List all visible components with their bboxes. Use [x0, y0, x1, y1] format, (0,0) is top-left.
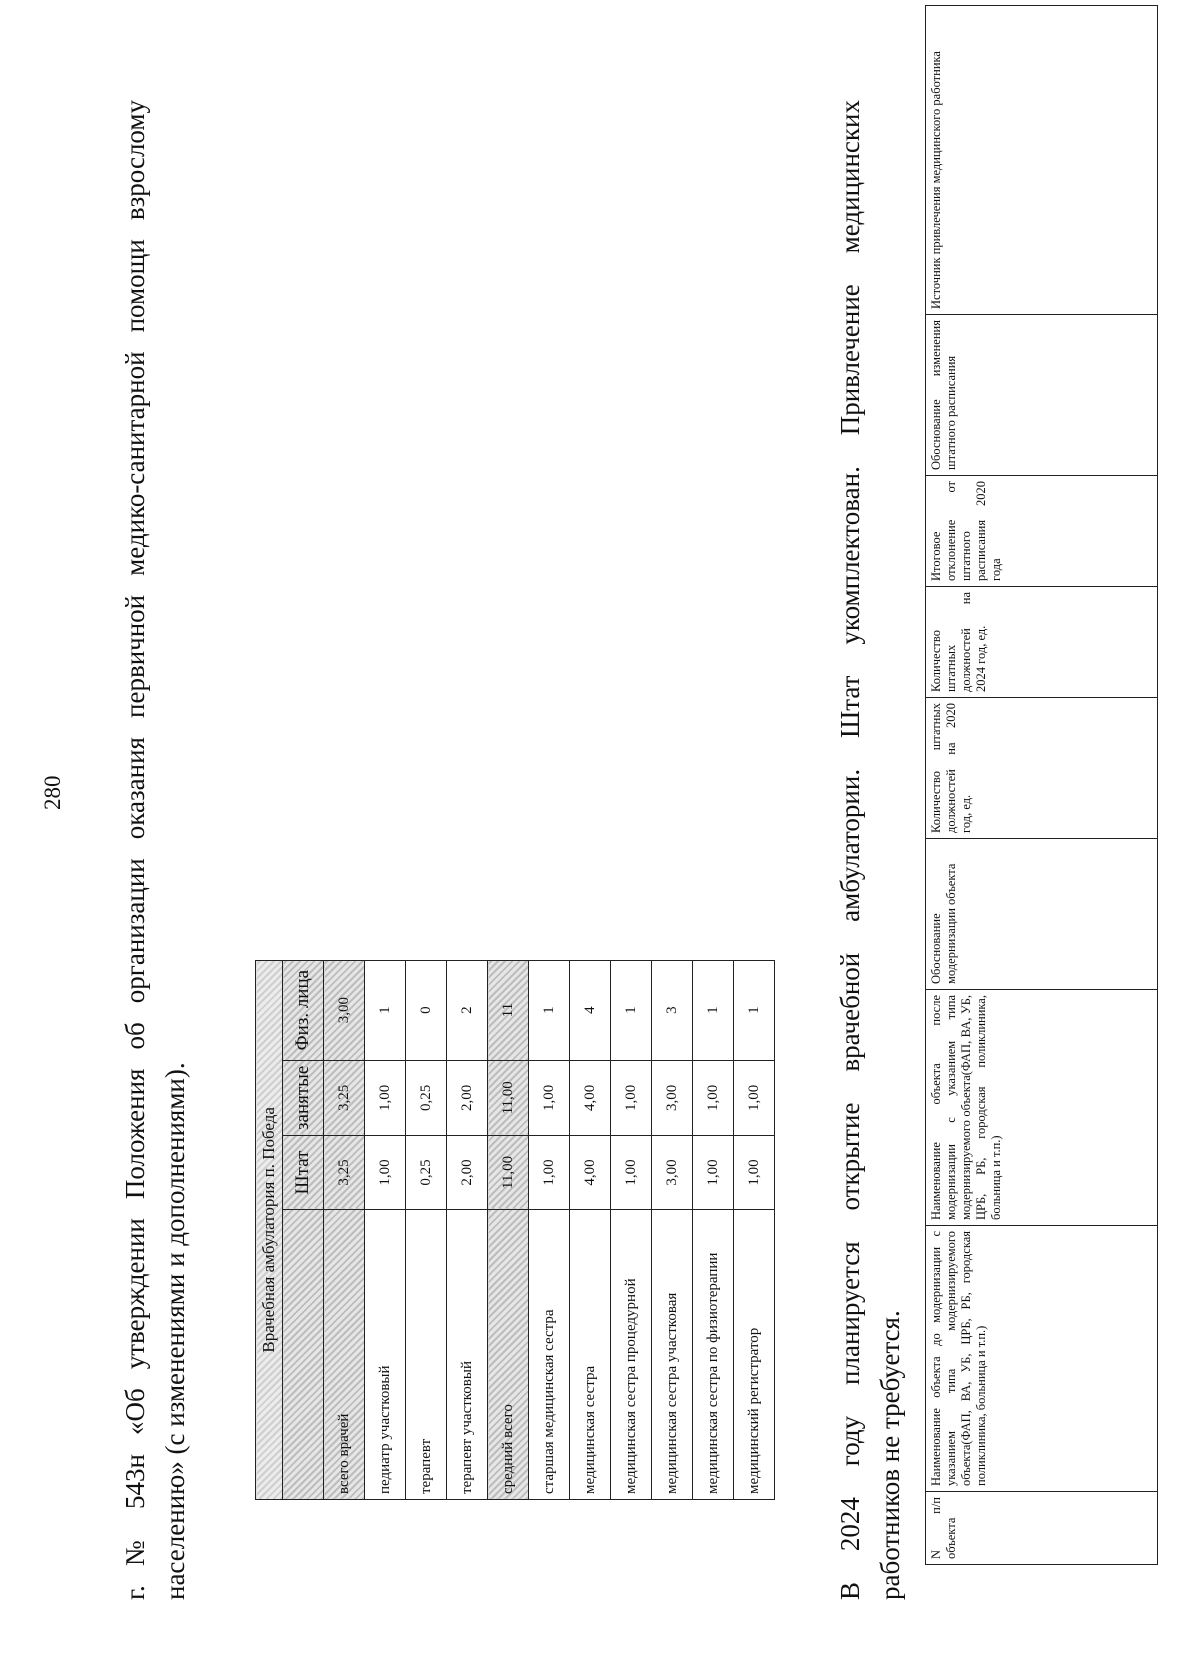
staff-cell-name: старшая медицинская сестра: [529, 1210, 570, 1500]
mod-header-cell: Итоговое отклонение от штатного расписания 2020 года: [926, 476, 1158, 587]
mod-header-cell: Обоснование изменения штатного расписания: [926, 315, 1158, 476]
staff-row: [570, 960, 611, 1499]
staff-cell-zanyatye: 1,00: [611, 1060, 652, 1135]
staff-cell-shtat: 11,00: [488, 1136, 529, 1210]
staff-table: [255, 960, 775, 1500]
staff-cell-fiz: 4: [570, 960, 611, 1060]
staff-row: [611, 960, 652, 1499]
staff-cell-zanyatye: 1,00: [529, 1060, 570, 1135]
staff-row: [488, 960, 529, 1499]
mod-header-cell: Источник привлечения медицинского работника: [926, 6, 1158, 315]
modernization-table: [925, 5, 1158, 1565]
staff-row: [324, 960, 365, 1499]
staff-cell-name: терапевт участковый: [447, 1210, 488, 1500]
staff-cell-zanyatye: 1,00: [693, 1060, 734, 1135]
staff-cell-name: средний всего: [488, 1210, 529, 1500]
mod-header-cell: Обоснование модернизации объекта: [926, 839, 1158, 990]
staff-cell-fiz: 1: [693, 960, 734, 1060]
staff-cell-name: медицинская сестра по физиотерапии: [693, 1210, 734, 1500]
staff-cell-name: всего врачей: [324, 1210, 365, 1500]
staff-cell-shtat: 1,00: [365, 1136, 406, 1210]
staff-cell-name: медицинская сестра участковая: [652, 1210, 693, 1500]
intro-line-2: населению» (с изменениями и дополнениями).: [160, 1062, 190, 1600]
staff-cell-fiz: 2: [447, 960, 488, 1060]
mod-header-cell: Количество штатных должностей на 2020 год, ед.: [926, 698, 1158, 839]
header-zanyatye: занятые: [283, 1060, 324, 1135]
staff-cell-fiz: 1: [734, 960, 775, 1060]
staff-cell-zanyatye: 3,00: [652, 1060, 693, 1135]
staff-cell-name: медицинская сестра: [570, 1210, 611, 1500]
header-fiz: Физ. лица: [283, 960, 324, 1060]
header-empty-cell: [283, 1210, 324, 1500]
mod-header-cell: Количество штатных должностей на 2024 год, ед.: [926, 587, 1158, 698]
staff-cell-fiz: 0: [406, 960, 447, 1060]
staff-row: [693, 960, 734, 1499]
staff-cell-shtat: 2,00: [447, 1136, 488, 1210]
staff-cell-zanyatye: 2,00: [447, 1060, 488, 1135]
staff-row: [734, 960, 775, 1499]
staff-cell-zanyatye: 4,00: [570, 1060, 611, 1135]
page-number: 280: [40, 775, 65, 810]
mod-header-cell: N п/п объекта: [926, 1492, 1158, 1565]
staff-cell-shtat: 3,25: [324, 1136, 365, 1210]
staff-row: [406, 960, 447, 1499]
intro-paragraph: [115, 100, 195, 1600]
staff-cell-zanyatye: 11,00: [488, 1060, 529, 1135]
staff-row: [365, 960, 406, 1499]
staff-cell-fiz: 1: [611, 960, 652, 1060]
staff-cell-shtat: 4,00: [570, 1136, 611, 1210]
staff-row: [529, 960, 570, 1499]
intro-line-1: г. № 543н «Об утверждении Положения об организации оказания первичной медико-санитарной помощи взрослому: [120, 100, 150, 1600]
staff-cell-zanyatye: 0,25: [406, 1060, 447, 1135]
modernization-header-row: [926, 6, 1158, 1565]
staff-cell-shtat: 1,00: [693, 1136, 734, 1210]
staff-cell-zanyatye: 3,25: [324, 1060, 365, 1135]
staff-table-body: [324, 960, 775, 1499]
staff-cell-shtat: 1,00: [529, 1136, 570, 1210]
staff-cell-shtat: 1,00: [611, 1136, 652, 1210]
staff-cell-fiz: 11: [488, 960, 529, 1060]
mod-header-cell: Наименование объекта после модернизации с указанием типа модернизируемого объекта(ФАП, ВА, УБ, ЦРБ, РБ, городская поликлиника, больница и т.п.): [926, 990, 1158, 1226]
header-shtat: Штат: [283, 1136, 324, 1210]
staff-cell-name: медицинский регистратор: [734, 1210, 775, 1500]
plan-paragraph: [830, 100, 910, 1600]
plan-line-1: В 2024 году планируется открытие врачебной амбулатории. Штат укомплектован. Привлечение медицинских: [835, 100, 865, 1600]
staff-cell-name: медицинская сестра процедурной: [611, 1210, 652, 1500]
mod-header-cell: Наименование объекта до модернизации с указанием типа модернизируемого объекта(ФАП, ВА, УБ, ЦРБ, РБ, городская поликлиника, больница и т.п.): [926, 1226, 1158, 1492]
staff-cell-fiz: 1: [365, 960, 406, 1060]
staff-cell-fiz: 3,00: [324, 960, 365, 1060]
staff-row: [447, 960, 488, 1499]
staff-cell-zanyatye: 1,00: [734, 1060, 775, 1135]
staff-table-caption: Врачебная амбулатория п. Победа: [256, 960, 283, 1499]
staff-cell-fiz: 1: [529, 960, 570, 1060]
staff-cell-fiz: 3: [652, 960, 693, 1060]
staff-cell-shtat: 0,25: [406, 1136, 447, 1210]
staff-row: [652, 960, 693, 1499]
plan-line-2: работников не требуется.: [875, 1310, 905, 1600]
staff-cell-zanyatye: 1,00: [365, 1060, 406, 1135]
staff-cell-shtat: 3,00: [652, 1136, 693, 1210]
staff-cell-name: педиатр участковый: [365, 1210, 406, 1500]
staff-cell-shtat: 1,00: [734, 1136, 775, 1210]
staff-cell-name: терапевт: [406, 1210, 447, 1500]
